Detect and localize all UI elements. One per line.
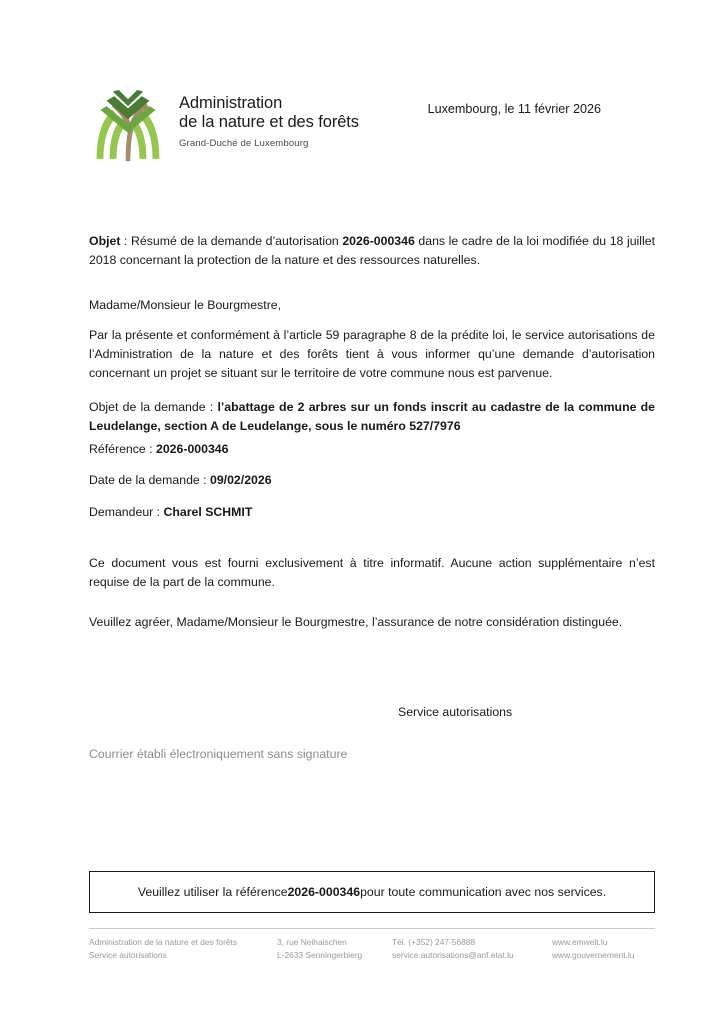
reference-notice-reference: 2026-000346 — [287, 885, 361, 899]
page-footer — [89, 936, 655, 961]
anf-tree-logo-icon — [89, 90, 167, 162]
demandeur-label: Demandeur : — [89, 505, 164, 519]
info-paragraph: Ce document vous est fourni exclusivement à titre informatif. Aucune action supplémentaire n’est requise de la part de la commune. — [89, 556, 655, 589]
reference-value: 2026-000346 — [156, 442, 229, 456]
demande-label: Objet de la demande : — [89, 400, 218, 414]
footer-phone: Tél. (+352) 247-56888 — [392, 937, 476, 947]
demandeur-value: Charel SCHMIT — [163, 505, 253, 519]
reference-notice-box — [89, 871, 655, 913]
reference-notice-text-before: Veuillez utiliser la référence — [137, 885, 288, 899]
demande-date-value: 09/02/2026 — [210, 473, 272, 487]
footer-website-emwelt[interactable]: www.emwelt.lu — [552, 937, 608, 947]
letter-header — [89, 88, 664, 168]
footer-column-organisation — [89, 936, 277, 961]
footer-column-contact — [392, 936, 552, 961]
objet-reference: 2026-000346 — [342, 234, 415, 248]
intro-paragraph: Par la présente et conformément à l’article 59 paragraphe 8 de la prédite loi, le service autorisations de l’Administration de la nature et des forêts tient à vous informer qu’une demande d’autorisation concernant un projet se situant sur le territoire de votre commune nous est parvenue. — [89, 328, 655, 380]
footer-column-address — [277, 936, 392, 961]
reference-line — [89, 440, 655, 459]
demandeur-line — [89, 503, 655, 522]
footer-divider — [89, 928, 655, 929]
brand-text — [179, 88, 359, 150]
footer-org-line-2: Service autorisations — [89, 949, 167, 960]
footer-website-gouvernement[interactable]: www.gouvernement.lu — [552, 949, 635, 960]
demande-value: l’abattage de 2 arbres sur un fonds inscrit au cadastre de la commune de Leudelange, section A de Leudelange, sous le numéro 527/7976 — [89, 400, 655, 433]
closing-paragraph: Veuillez agréer, Madame/Monsieur le Bourgmestre, l’assurance de notre considération distinguée. — [89, 615, 623, 629]
objet-text-part2: dans le cadre de la loi modifiée du 18 juillet 2018 concernant la protection de la nature et des ressources naturelles. — [89, 234, 655, 267]
footer-org-line-1: Administration de la nature et des forêts — [89, 937, 238, 947]
organisation-branding — [89, 88, 359, 162]
salutation: Madame/Monsieur le Bourgmestre, — [89, 298, 282, 312]
footer-column-websites — [552, 936, 655, 961]
footer-address-street: 3, rue Neihaischen — [277, 937, 347, 947]
brand-subtitle: Grand-Duché de Luxembourg — [179, 138, 309, 149]
footer-address-city: L-2633 Senningerbierg — [277, 949, 363, 960]
reference-notice-text-after: pour toute communication avec nos services. — [360, 885, 607, 899]
objet-label: Objet — [89, 234, 121, 248]
reference-label: Référence : — [89, 442, 156, 456]
demande-paragraph — [89, 398, 655, 436]
demande-date-label: Date de la demande : — [89, 473, 210, 487]
brand-line-1: Administration — [179, 94, 283, 112]
brand-line-2: de la nature et des forêts — [179, 113, 359, 131]
objet-paragraph — [89, 232, 655, 270]
letter-date: Luxembourg, le 11 février 2026 — [427, 102, 601, 116]
objet-text-part1: : Résumé de la demande d’autorisation — [120, 234, 343, 248]
signature-block: Service autorisations — [398, 705, 513, 719]
demande-date-line — [89, 471, 655, 490]
footer-email[interactable]: service.autorisations@anf.etat.lu — [392, 949, 514, 960]
no-signature-note: Courrier établi électroniquement sans signature — [89, 747, 348, 761]
